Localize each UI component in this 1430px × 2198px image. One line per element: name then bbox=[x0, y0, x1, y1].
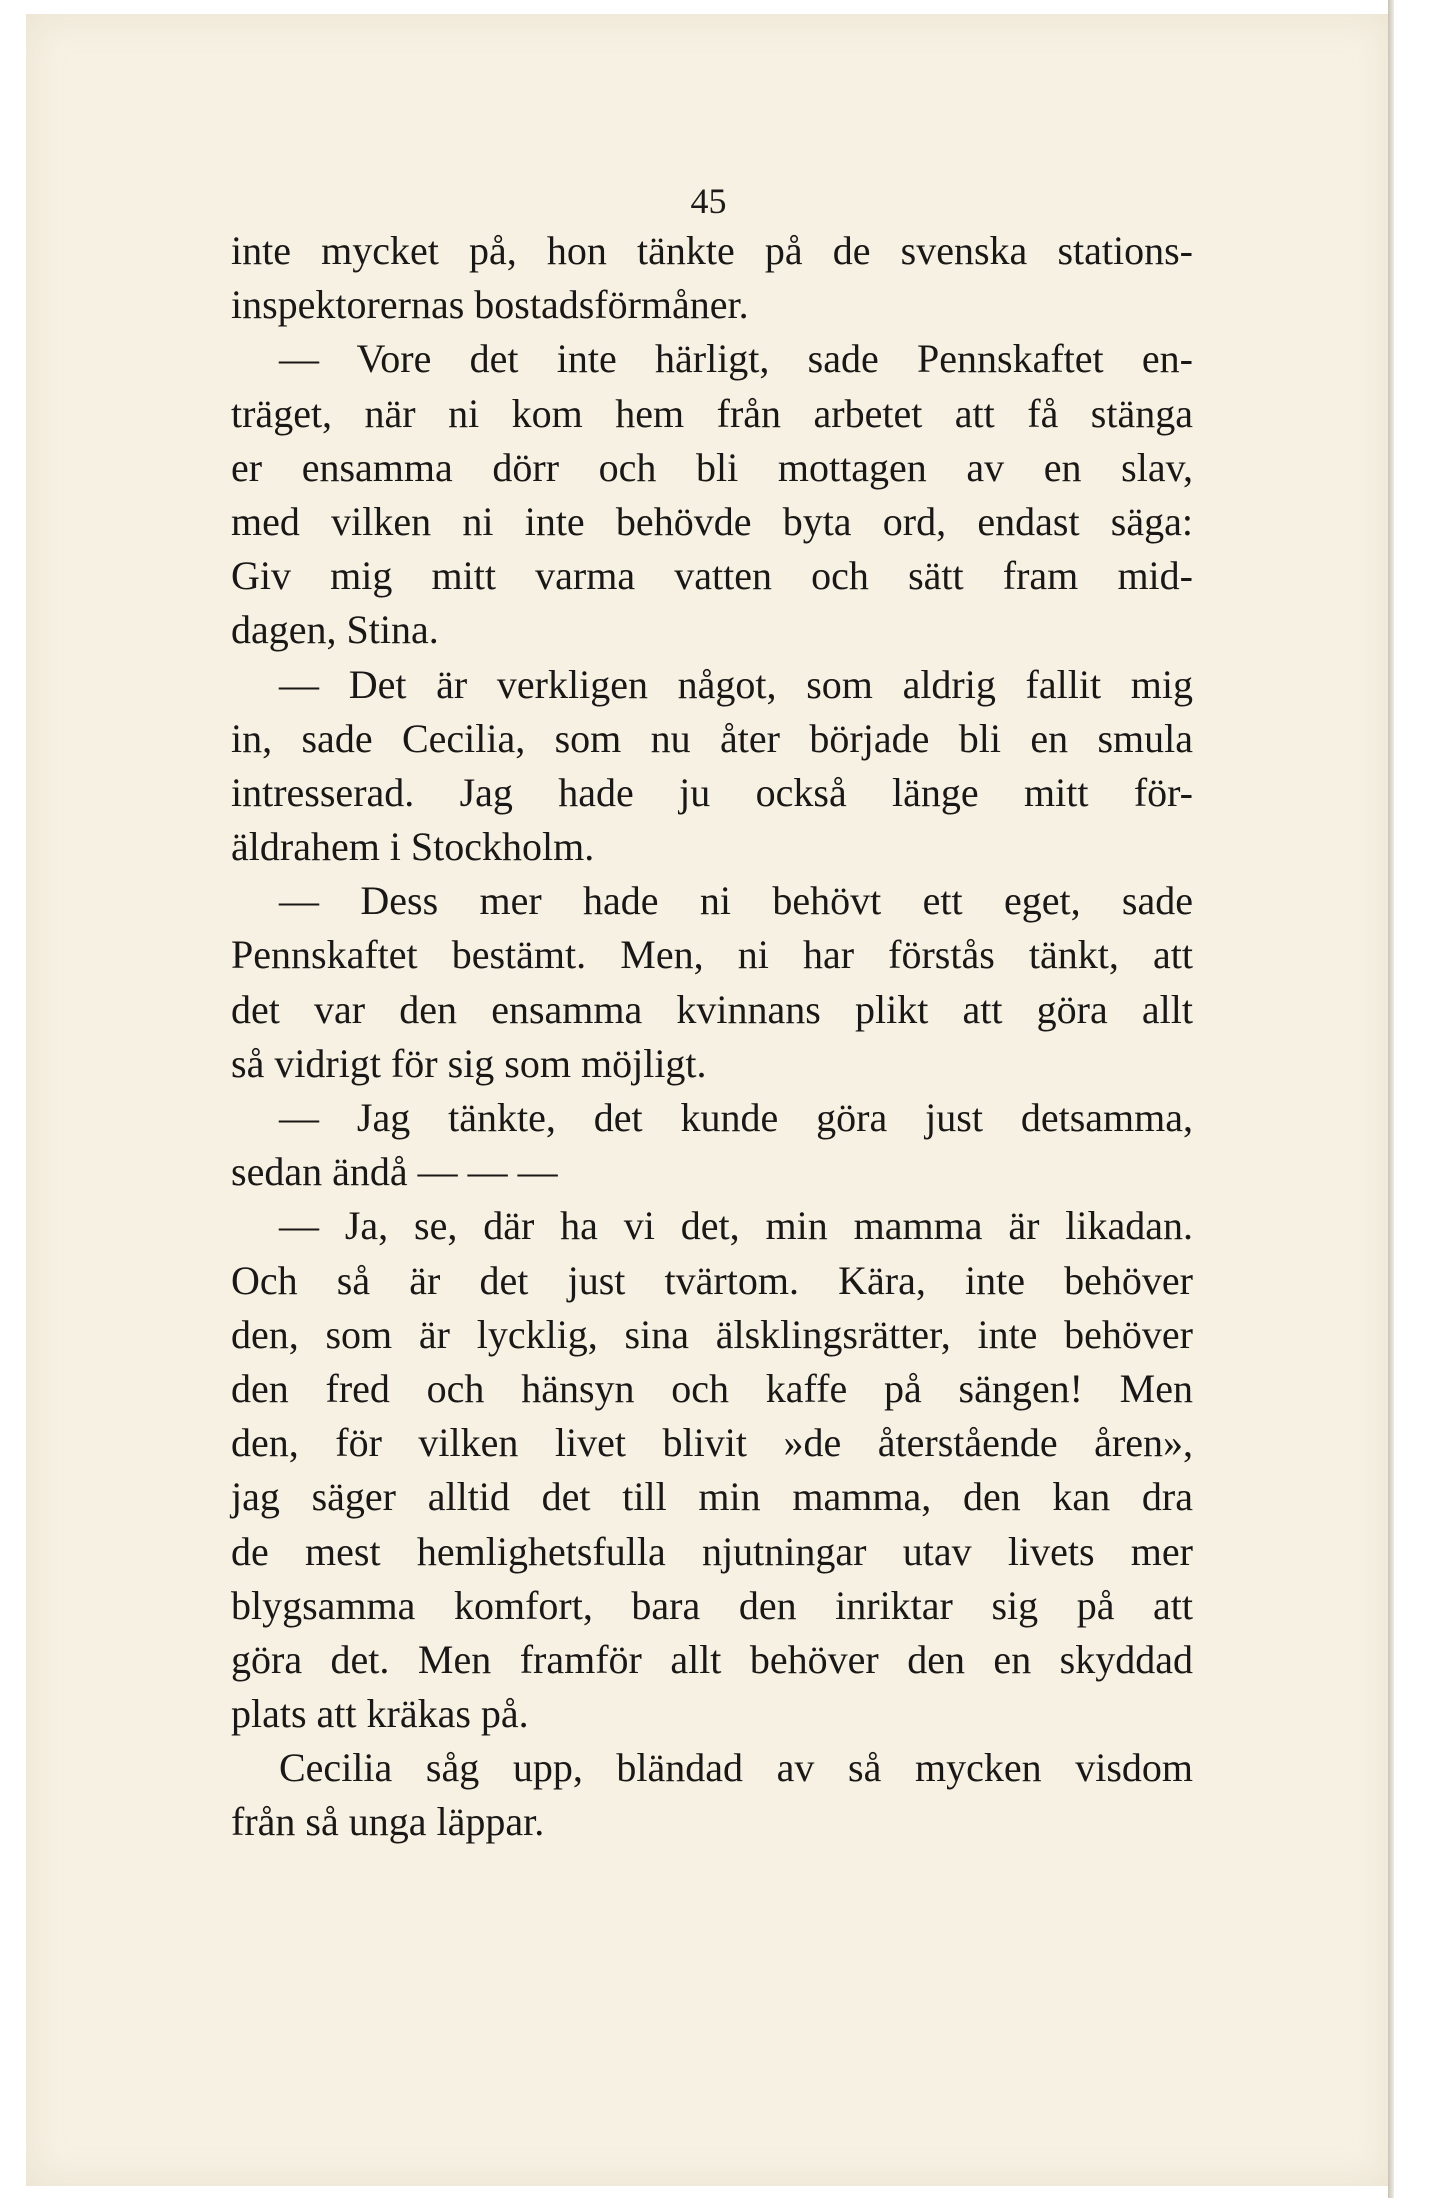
text-line: inte mycket på, hon tänkte på de svenska stations- bbox=[231, 228, 1193, 273]
text-line: blygsamma komfort, bara den inriktar sig på att bbox=[231, 1582, 1193, 1628]
text-line: det var den ensamma kvinnans plikt att göra allt bbox=[231, 986, 1193, 1032]
page-edge-shadow bbox=[1388, 0, 1394, 2198]
text-line: från så unga läppar. bbox=[231, 1799, 545, 1845]
text-line: er ensamma dörr och bli mottagen av en slav, bbox=[231, 444, 1193, 490]
page-number: 45 bbox=[690, 181, 727, 221]
text-line: — Det är verkligen något, som aldrig fallit mig bbox=[279, 661, 1193, 707]
text-line: den, som är lycklig, sina älsklingsrätter, inte behöver bbox=[231, 1311, 1193, 1357]
text-line: den, för vilken livet blivit »de återstående åren», bbox=[231, 1420, 1193, 1466]
text-line: Pennskaftet bestämt. Men, ni har förstås tänkt, att bbox=[231, 932, 1193, 978]
text-line: — Vore det inte härligt, sade Pennskaftet en- bbox=[279, 336, 1193, 382]
body-text bbox=[231, 224, 1193, 1850]
text-line: så vidrigt för sig som möjligt. bbox=[231, 1040, 707, 1086]
text-line: träget, när ni kom hem från arbetet att få stänga bbox=[231, 390, 1193, 436]
text-line: sedan ändå — — — bbox=[231, 1149, 558, 1195]
text-line: — Ja, se, där ha vi det, min mamma är likadan. bbox=[279, 1203, 1193, 1249]
text-line: Och så är det just tvärtom. Kära, inte behöver bbox=[231, 1257, 1193, 1303]
text-line: den fred och hänsyn och kaffe på sängen! Men bbox=[231, 1365, 1193, 1411]
text-line: jag säger alltid det till min mamma, den kan dra bbox=[231, 1474, 1193, 1520]
text-line: intresserad. Jag hade ju också länge mitt för- bbox=[231, 769, 1193, 815]
text-line: äldrahem i Stockholm. bbox=[231, 824, 595, 870]
text-line: in, sade Cecilia, som nu åter började bli en smula bbox=[231, 715, 1193, 761]
text-line: de mest hemlighetsfulla njutningar utav livets mer bbox=[231, 1528, 1193, 1574]
text-line: dagen, Stina. bbox=[231, 607, 439, 653]
text-line: inspektorernas bostadsförmåner. bbox=[231, 282, 749, 328]
text-line: med vilken ni inte behövde byta ord, endast säga: bbox=[231, 498, 1193, 544]
text-line: göra det. Men framför allt behöver den en skyddad bbox=[231, 1636, 1193, 1682]
text-line: — Jag tänkte, det kunde göra just detsamma, bbox=[279, 1095, 1193, 1140]
text-line: Giv mig mitt varma vatten och sätt fram mid- bbox=[231, 553, 1193, 599]
text-line: — Dess mer hade ni behövt ett eget, sade bbox=[279, 878, 1193, 924]
text-line: plats att kräkas på. bbox=[231, 1691, 529, 1737]
text-line: Cecilia såg upp, bländad av så mycken visdom bbox=[279, 1745, 1193, 1791]
book-page bbox=[26, 14, 1391, 2186]
